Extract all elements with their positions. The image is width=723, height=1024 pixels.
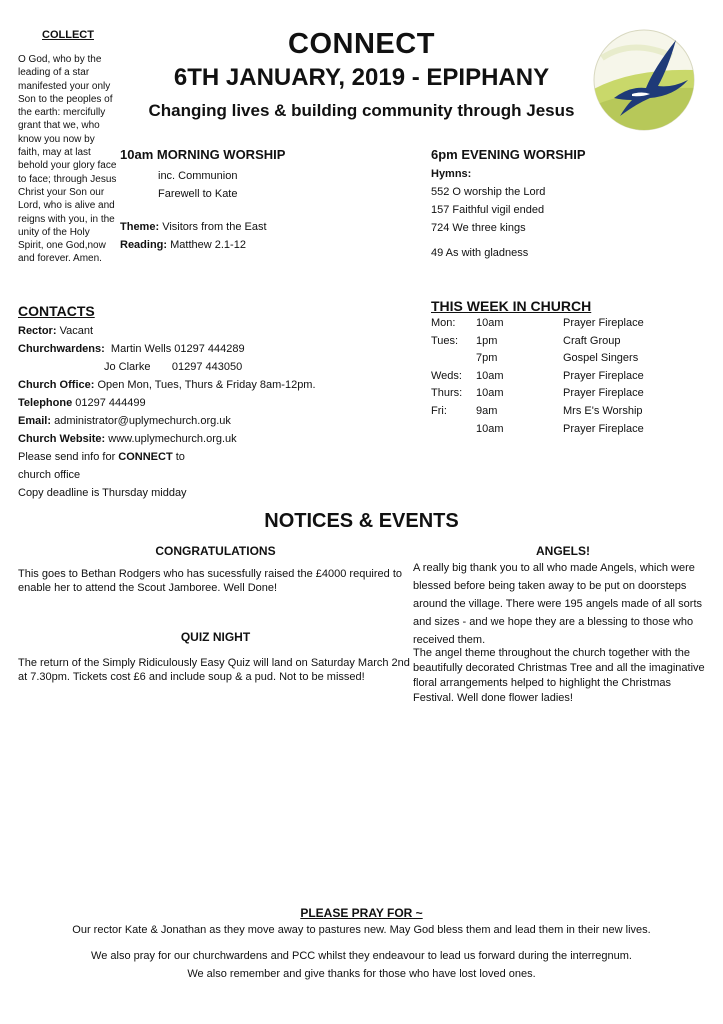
day-cell: Mon: — [431, 317, 456, 329]
send-post: to — [175, 451, 185, 463]
event-cell: Mrs E's Worship — [563, 404, 643, 417]
week-heading: THIS WEEK IN CHURCH — [431, 298, 592, 314]
angels-heading: ANGELS! — [536, 544, 590, 558]
phone-label: Telephone — [18, 397, 73, 409]
day-cell: Tues: — [431, 334, 459, 347]
hymn-item: 157 Faithful vigil ended — [431, 204, 545, 216]
office-value: Open Mon, Tues, Thurs & Friday 8am-12pm. — [97, 379, 316, 391]
phone-value: 01297 444499 — [75, 397, 146, 409]
email-line — [18, 412, 338, 430]
rector-value: Vacant — [59, 325, 94, 337]
collect-text: O God, who by the leading of a star manifested your only Son to the peoples of the earth: mercifully grant that we, who know you now by faith, may at last behold your glory face to face; through Jesus Christ your Son our Lord, who is alive and reigns with you, in the unity of the Holy Spirit, one God,now and forever. Amen. — [18, 54, 117, 265]
pray-line-2: We also pray for our churchwardens and PCC whilst they endeavour to lead us forward during the interregnum. — [91, 950, 632, 962]
hymns-label: Hymns: — [431, 168, 472, 180]
event-cell: Prayer Fireplace — [563, 369, 644, 382]
pray-heading: PLEASE PRAY FOR ~ — [300, 906, 423, 920]
newsletter-title: CONNECT — [288, 28, 435, 60]
day-cell — [431, 423, 476, 441]
web-line — [18, 430, 338, 448]
table-row — [431, 317, 644, 335]
hymn-item: 724 We three kings — [431, 222, 526, 234]
rector-line — [18, 322, 338, 340]
wardens-line — [18, 340, 338, 358]
send-bold: CONNECT — [118, 451, 173, 463]
office-line — [18, 376, 338, 394]
send-info-line2: church office — [18, 469, 81, 481]
day-cell: Fri: — [431, 404, 447, 417]
day-cell: Thurs: — [431, 387, 463, 400]
table-row — [431, 352, 644, 370]
send-info-line — [18, 448, 338, 466]
quiz-text: The return of the Simply Ridiculously Easy Quiz will land on Saturday March 2nd at 7.30pm. Tickets cost £6 and include soup & a pud. Not to be missed! — [18, 657, 410, 683]
website-link[interactable]: www.uplymechurch.org.uk — [108, 433, 237, 445]
hymn-item: 552 O worship the Lord — [431, 186, 546, 198]
time-cell: 10am — [476, 387, 504, 400]
event-cell: Prayer Fireplace — [563, 422, 644, 435]
morning-heading: 10am MORNING WORSHIP — [120, 147, 286, 162]
contacts-heading: CONTACTS — [18, 303, 95, 319]
time-cell: 1pm — [476, 334, 498, 347]
phone-line — [18, 394, 338, 412]
pray-line-3: We also remember and give thanks for those who have lost loved ones. — [187, 968, 536, 980]
table-row — [431, 370, 644, 388]
evening-worship — [431, 147, 711, 262]
week-table — [431, 317, 644, 440]
issue-date: 6TH JANUARY, 2019 - EPIPHANY — [173, 64, 550, 91]
angels-text: A really big thank you to all who made Angels, which were blessed before being taken away to be put on doorsteps around the village. There were 195 angels made of all sorts and sizes - and we hope they are a blessing to those who received them. — [413, 562, 703, 646]
reading-label: Reading: — [120, 239, 168, 251]
reading-value: Matthew 2.1-12 — [170, 239, 246, 251]
angels-text-2: The angel theme throughout the church together with the beautifully decorated Christmas Tree and all the imaginative floral arrangements helped to highlight the Christmas Festival. Well done flower ladies! — [413, 647, 705, 704]
quiz-heading: QUIZ NIGHT — [180, 630, 251, 644]
time-cell: 7pm — [476, 352, 498, 365]
tagline: Changing lives & building community through Jesus — [148, 101, 575, 120]
contacts-section — [18, 303, 338, 502]
morning-worship — [120, 147, 400, 254]
event-cell: Craft Group — [563, 334, 621, 347]
deadline-line: Copy deadline is Thursday midday — [18, 487, 187, 499]
time-cell: 9am — [476, 404, 498, 417]
send-pre: Please send info for — [18, 451, 116, 463]
table-row — [431, 335, 644, 353]
office-label: Church Office: — [18, 379, 95, 391]
day-cell: Weds: — [431, 369, 462, 382]
event-cell: Prayer Fireplace — [563, 387, 644, 400]
table-row — [431, 405, 644, 423]
evening-heading: 6pm EVENING WORSHIP — [431, 147, 586, 162]
pray-line-1: Our rector Kate & Jonathan as they move away to pastures new. May God bless them and lead them in their new lives. — [72, 924, 651, 936]
web-label: Church Website: — [18, 433, 106, 445]
morning-line2: Farewell to Kate — [158, 188, 238, 200]
day-cell — [431, 352, 476, 370]
hymn-item: 49 As with gladness — [431, 247, 529, 259]
theme-label: Theme: — [120, 221, 160, 233]
time-cell: 10am — [476, 369, 504, 382]
table-row — [431, 423, 644, 441]
collect-heading: COLLECT — [42, 29, 94, 41]
notices-heading: NOTICES & EVENTS — [264, 510, 459, 532]
time-cell: 10am — [476, 317, 504, 329]
morning-reading — [120, 236, 400, 254]
theme-value: Visitors from the East — [162, 221, 267, 233]
event-cell: Gospel Singers — [563, 352, 639, 365]
email-label: Email: — [18, 415, 52, 427]
warden-2: Jo Clarke 01297 443050 — [104, 361, 243, 373]
rector-label: Rector: — [18, 325, 57, 337]
this-week-section — [431, 298, 711, 440]
time-cell: 10am — [476, 422, 504, 435]
warden-1: Martin Wells 01297 444289 — [110, 343, 245, 355]
table-row — [431, 387, 644, 405]
morning-theme — [120, 218, 400, 236]
swallow-logo-icon — [592, 28, 696, 132]
morning-line1: inc. Communion — [158, 170, 238, 182]
wardens-label: Churchwardens: — [18, 343, 105, 355]
congrats-text: This goes to Bethan Rodgers who has sucessfully raised the £4000 required to enable her to attend the Scout Jamboree. Well Done! — [18, 568, 403, 594]
event-cell: Prayer Fireplace — [563, 317, 644, 329]
congrats-heading: CONGRATULATIONS — [155, 544, 276, 558]
email-link[interactable]: administrator@uplymechurch.org.uk — [54, 415, 231, 427]
